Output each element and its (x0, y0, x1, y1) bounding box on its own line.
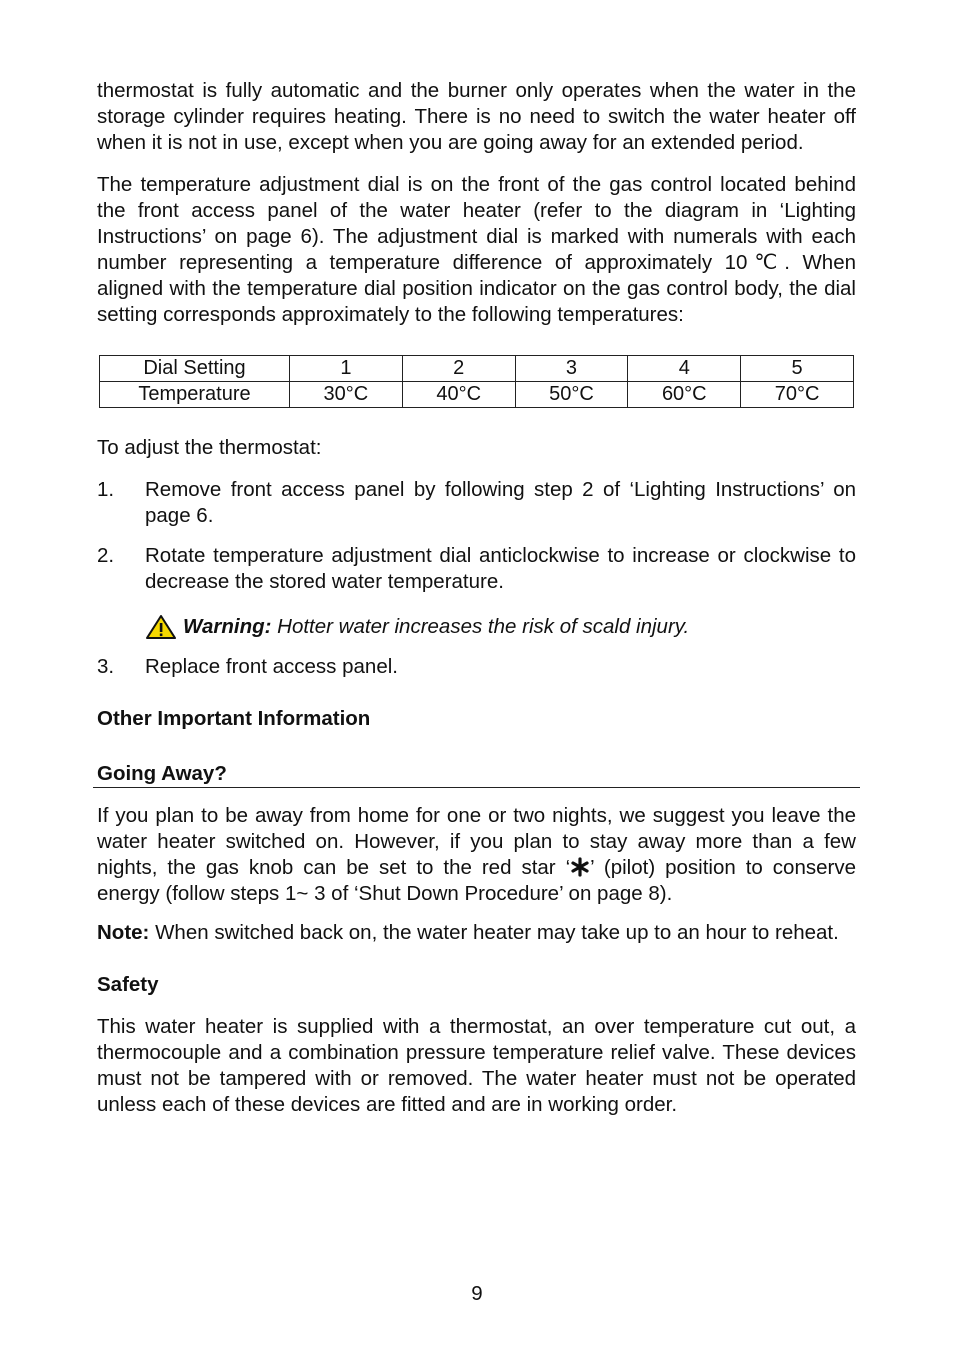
warning-text: Hotter water increases the risk of scald injury. (271, 615, 690, 638)
note-paragraph (97, 920, 856, 946)
dial-setting-label: Dial Setting (100, 356, 290, 382)
dial-setting-cell: 1 (290, 356, 403, 382)
safety-paragraph: This water heater is supplied with a thermostat, an over temperature cut out, a thermocouple and a combination pressure temperature relief valve. These devices must not be tampered with or removed. The water heater must not be operated unless each of these devices are fitted and are in working order. (97, 1015, 856, 1116)
temperature-cell: 30°C (290, 382, 403, 408)
dial-temperature-table (99, 355, 854, 408)
note-text: When switched back on, the water heater may take up to an hour to reheat. (149, 921, 839, 944)
dial-setting-cell: 5 (741, 356, 854, 382)
step-number: 1. (97, 478, 115, 501)
dial-setting-cell: 3 (515, 356, 628, 382)
table-row (100, 356, 854, 382)
paragraph-thermostat: thermostat is fully automatic and the burner only operates when the water in the storage cylinder requires heating. There is no need to switch the water heater off when it is not in use, except when you are going away for an extended period. (97, 79, 856, 154)
warning-triangle-icon (145, 614, 177, 640)
page-content (97, 78, 856, 1118)
going-away-paragraph: If you plan to be away from home for one or two nights, we suggest you leave the water heater switched on. However, if you plan to stay away more than a few nights, the gas knob can be set to the red star ‘ ’ (pilot) position to conserve energy (follow steps 1~ 3 of ‘Shut Down Procedure’ on page 8). (97, 804, 856, 905)
paragraph-dial: The temperature adjustment dial is on the front of the gas control located behind the front access panel of the water heater (refer to the diagram in ‘Lighting Instructions’ on page 6). The adjustment dial is marked with numerals with each number representing a temperature difference of approximately 10℃. When aligned with the temperature dial position indicator on the gas control body, the dial setting corresponds approximately to the following temperatures: (97, 173, 856, 326)
list-item (97, 543, 856, 595)
temperature-cell: 40°C (402, 382, 515, 408)
list-item (97, 477, 856, 529)
going-away-heading: Going Away? (97, 762, 227, 785)
section-title: Other Important Information (97, 707, 371, 730)
page-number: 9 (471, 1282, 483, 1305)
temperature-label: Temperature (100, 382, 290, 408)
safety-heading: Safety (97, 973, 159, 996)
note-label: Note: (97, 921, 150, 944)
table-row (100, 382, 854, 408)
step-text: Rotate temperature adjustment dial anticlockwise to increase or clockwise to decrease the stored water temperature. (145, 544, 856, 593)
step-number: 2. (97, 544, 115, 567)
temperature-cell: 70°C (741, 382, 854, 408)
warning-label: Warning: (183, 615, 272, 638)
red-star-icon (570, 857, 590, 877)
dial-setting-cell: 2 (402, 356, 515, 382)
list-item (97, 654, 856, 680)
temperature-cell: 60°C (628, 382, 741, 408)
step-number: 3. (97, 655, 115, 678)
adjust-intro: To adjust the thermostat: (97, 436, 322, 459)
dial-setting-cell: 4 (628, 356, 741, 382)
section-divider (93, 787, 860, 788)
temperature-cell: 50°C (515, 382, 628, 408)
step-text: Replace front access panel. (145, 655, 398, 678)
step-text: Remove front access panel by following step 2 of ‘Lighting Instructions’ on page 6. (145, 478, 856, 527)
warning-note (145, 614, 856, 640)
